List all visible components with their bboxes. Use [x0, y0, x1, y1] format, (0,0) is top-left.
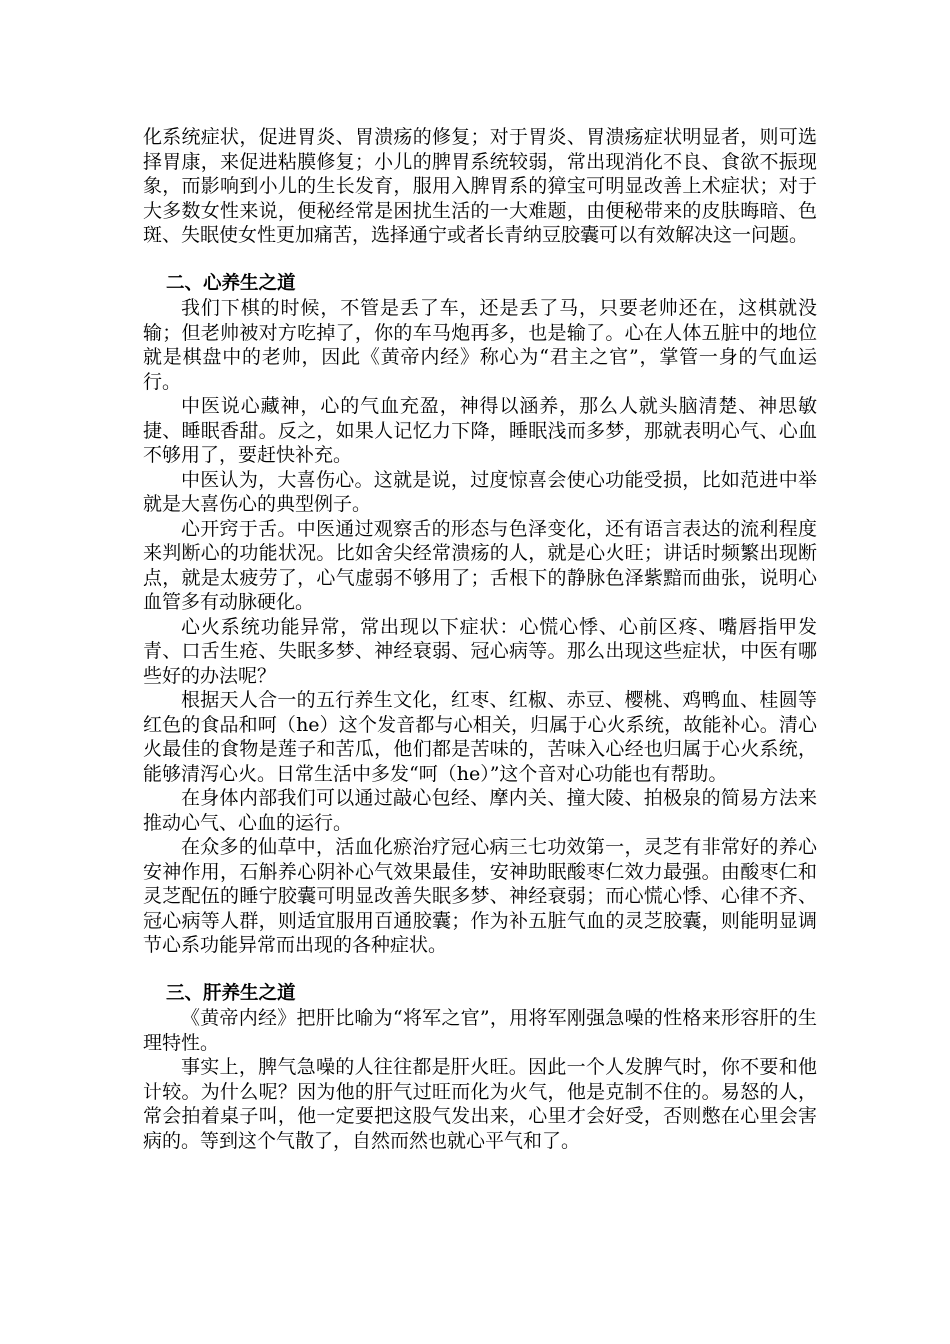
section-spacer	[143, 958, 817, 982]
liver-paragraph-1: 《黄帝内经》把肝比喻为“将军之官”，用将军刚强急噪的性格来形容肝的生理特性。	[143, 1007, 817, 1054]
heart-paragraph-3: 中医认为，大喜伤心。这就是说，过度惊喜会使心功能受损，比如范进中举就是大喜伤心的典型例子。	[143, 468, 817, 515]
section-spacer	[143, 248, 817, 272]
document-body	[143, 125, 817, 1153]
liver-paragraph-2: 事实上，脾气急噪的人往往都是肝火旺。因此一个人发脾气时，你不要和他计较。为什么呢？因为他的肝气过旺而化为火气，他是克制不住的。易怒的人，常会拍着桌子叫，他一定要把这股气发出来，心里才会好受，否则憋在心里会害病的。等到这个气散了，自然而然也就心平气和了。	[143, 1056, 817, 1152]
heart-paragraph-2: 中医说心藏神，心的气血充盈，神得以涵养，那么人就头脑清楚、神思敏捷、睡眠香甜。反之，如果人记忆力下降，睡眠浅而多梦，那就表明心气、心血不够用了，要赶快补充。	[143, 395, 817, 466]
heart-paragraph-1: 我们下棋的时候，不管是丢了车，还是丢了马，只要老帅还在，这棋就没输；但老帅被对方吃掉了，你的车马炮再多，也是输了。心在人体五脏中的地位就是棋盘中的老帅，因此《黄帝内经》称心为“君主之官”，掌管一身的气血运行。	[143, 297, 817, 393]
opening-paragraph: 化系统症状，促进胃炎、胃溃疡的修复；对于胃炎、胃溃疡症状明显者，则可选择胃康，来促进粘膜修复；小儿的脾胃系统较弱，常出现消化不良、食欲不振现象，而影响到小儿的生长发育，服用入脾胃系的獐宝可明显改善上术症状；对于大多数女性来说，便秘经常是困扰生活的一大难题，由便秘带来的皮肤晦暗、色斑、失眠使女性更加痛苦，选择通宁或者长青纳豆胶囊可以有效解决这一问题。	[143, 126, 817, 246]
section-heading-heart: 二、心养生之道	[166, 272, 296, 294]
heart-paragraph-6: 根据天人合一的五行养生文化，红枣、红椒、赤豆、樱桃、鸡鸭血、桂圆等红色的食品和呵（he）这个发音都与心相关，归属于心火系统，故能补心。清心火最佳的食物是莲子和苦瓜，他们都是苦味的，苦味入心经也归属于心火系统，能够清泻心火。日常生活中多发“呵（he）”这个音对心功能也有帮助。	[143, 689, 817, 785]
section-heading-liver: 三、肝养生之道	[166, 982, 296, 1004]
heart-paragraph-4: 心开窍于舌。中医通过观察舌的形态与色泽变化，还有语言表达的流利程度来判断心的功能状况。比如舍尖经常溃疡的人，就是心火旺；讲话时频繁出现断点，就是太疲劳了，心气虚弱不够用了；舌根下的静脉色泽紫黯而曲张，说明心血管多有动脉硬化。	[143, 517, 817, 613]
heart-paragraph-5: 心火系统功能异常，常出现以下症状：心慌心悸、心前区疼、嘴唇指甲发青、口舌生疮、失眠多梦、神经衰弱、冠心病等。那么出现这些症状，中医有哪些好的办法呢？	[143, 615, 817, 687]
heart-paragraph-8: 在众多的仙草中，活血化瘀治疗冠心病三七功效第一，灵芝有非常好的养心安神作用，石斛养心阴补心气效果最佳，安神助眠酸枣仁效力最强。由酸枣仁和灵芝配伍的睡宁胶囊可明显改善失眠多梦、神经衰弱；而心慌心悸、心律不齐、冠心病等人群，则适宜服用百通胶囊；作为补五脏气血的灵芝胶囊，则能明显调节心系功能异常而出现的各种症状。	[143, 836, 817, 956]
heart-paragraph-7: 在身体内部我们可以通过敲心包经、摩内关、撞大陵、拍极泉的简易方法来推动心气、心血的运行。	[143, 787, 817, 834]
